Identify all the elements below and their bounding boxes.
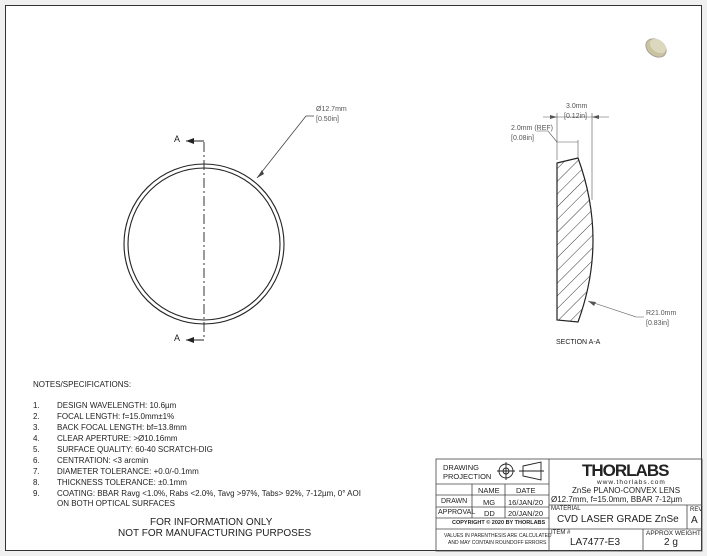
note-number: 3. (33, 423, 40, 432)
diameter-dimension-inch: [0.50in] (316, 116, 339, 123)
note-text: CLEAR APERTURE: >Ø10.16mm (57, 434, 178, 443)
disclaimer-line-1: FOR INFORMATION ONLY (150, 517, 273, 528)
section-marker-bottom: A (174, 333, 181, 343)
weight-value: 2 g (664, 537, 678, 548)
note-text: DESIGN WAVELENGTH: 10.6µm (57, 401, 177, 410)
col-date-header: DATE (516, 486, 536, 495)
section-caption: SECTION A-A (556, 339, 601, 346)
note-number: 4. (33, 434, 40, 443)
approval-date: 20/JAN/20 (508, 509, 544, 518)
note-text: CENTRATION: <3 arcmin (57, 456, 149, 465)
note-text: BACK FOCAL LENGTH: bf=13.8mm (57, 423, 187, 432)
thickness-dimension: 3.0mm (566, 103, 588, 110)
note-number: 9. (33, 489, 40, 498)
col-name-header: NAME (478, 486, 500, 495)
item-label: ITEM # (551, 530, 571, 536)
note-number: 2. (33, 412, 40, 421)
front-view-lens (124, 116, 314, 343)
material-label: MATERIAL (551, 506, 581, 512)
item-number: LA7477-E3 (570, 537, 621, 548)
note-number: 7. (33, 467, 40, 476)
drawn-name: MG (483, 498, 496, 507)
material-value: CVD LASER GRADE ZnSe (557, 514, 679, 525)
radius-dimension-inch: [0.83in] (646, 320, 669, 327)
projection-symbol-icon (497, 462, 544, 480)
thorlabs-logo: THORLABS (582, 461, 669, 480)
approval-name: DD (484, 509, 495, 518)
notes-heading: NOTES/SPECIFICATIONS: (33, 380, 132, 389)
note-number: 5. (33, 445, 40, 454)
drawing-projection-label: DRAWING PROJECTION (443, 463, 492, 481)
notes-item-9-continued: ON BOTH OPTICAL SURFACES (57, 499, 175, 508)
radius-dimension: R21.0mm (646, 310, 677, 317)
website-text: www.thorlabs.com (597, 479, 666, 486)
disclaimer-line-2: NOT FOR MANUFACTURING PURPOSES (118, 528, 312, 539)
values-note-line-2: AND MAY CONTAIN ROUNDOFF ERRORS (448, 540, 547, 546)
rev-value: A (691, 515, 698, 526)
section-view-lens (537, 113, 644, 322)
note-text: THICKNESS TOLERANCE: ±0.1mm (57, 478, 187, 487)
description-line-1: ZnSe PLANO-CONVEX LENS (572, 486, 681, 495)
diameter-dimension: Ø12.7mm (316, 106, 347, 113)
thickness-dimension-inch: [0.12in] (564, 113, 587, 120)
copyright-text: COPYRIGHT © 2020 BY THORLABS (452, 520, 546, 526)
note-text: COATING: BBAR Ravg <1.0%, Rabs <2.0%, Tavg >97%, Tabs> 92%, 7-12µm, 0° AOI (57, 489, 361, 498)
values-note-line-1: VALUES IN PARENTHESIS ARE CALCULATED (444, 533, 552, 539)
lens-thumbnail (642, 35, 669, 61)
weight-label: APPROX WEIGHT (646, 530, 701, 537)
section-marker-top: A (174, 134, 181, 144)
note-text: FOCAL LENGTH: f=15.0mm±1% (57, 412, 175, 421)
edge-thickness-dimension-inch: [0.08in] (511, 135, 534, 142)
note-number: 6. (33, 456, 40, 465)
approval-label: APPROVAL (438, 509, 476, 516)
drawn-date: 16/JAN/20 (508, 498, 544, 507)
note-text: SURFACE QUALITY: 60-40 SCRATCH-DIG (57, 445, 213, 454)
drawn-label: DRAWN (441, 498, 468, 505)
rev-label: REV (690, 507, 703, 513)
note-number: 1. (33, 401, 40, 410)
note-text: DIAMETER TOLERANCE: +0.0/-0.1mm (57, 467, 199, 476)
note-number: 8. (33, 478, 40, 487)
edge-thickness-dimension: 2.0mm (REF) (511, 125, 553, 132)
description-line-2: Ø12.7mm, f=15.0mm, BBAR 7-12µm (551, 495, 683, 504)
